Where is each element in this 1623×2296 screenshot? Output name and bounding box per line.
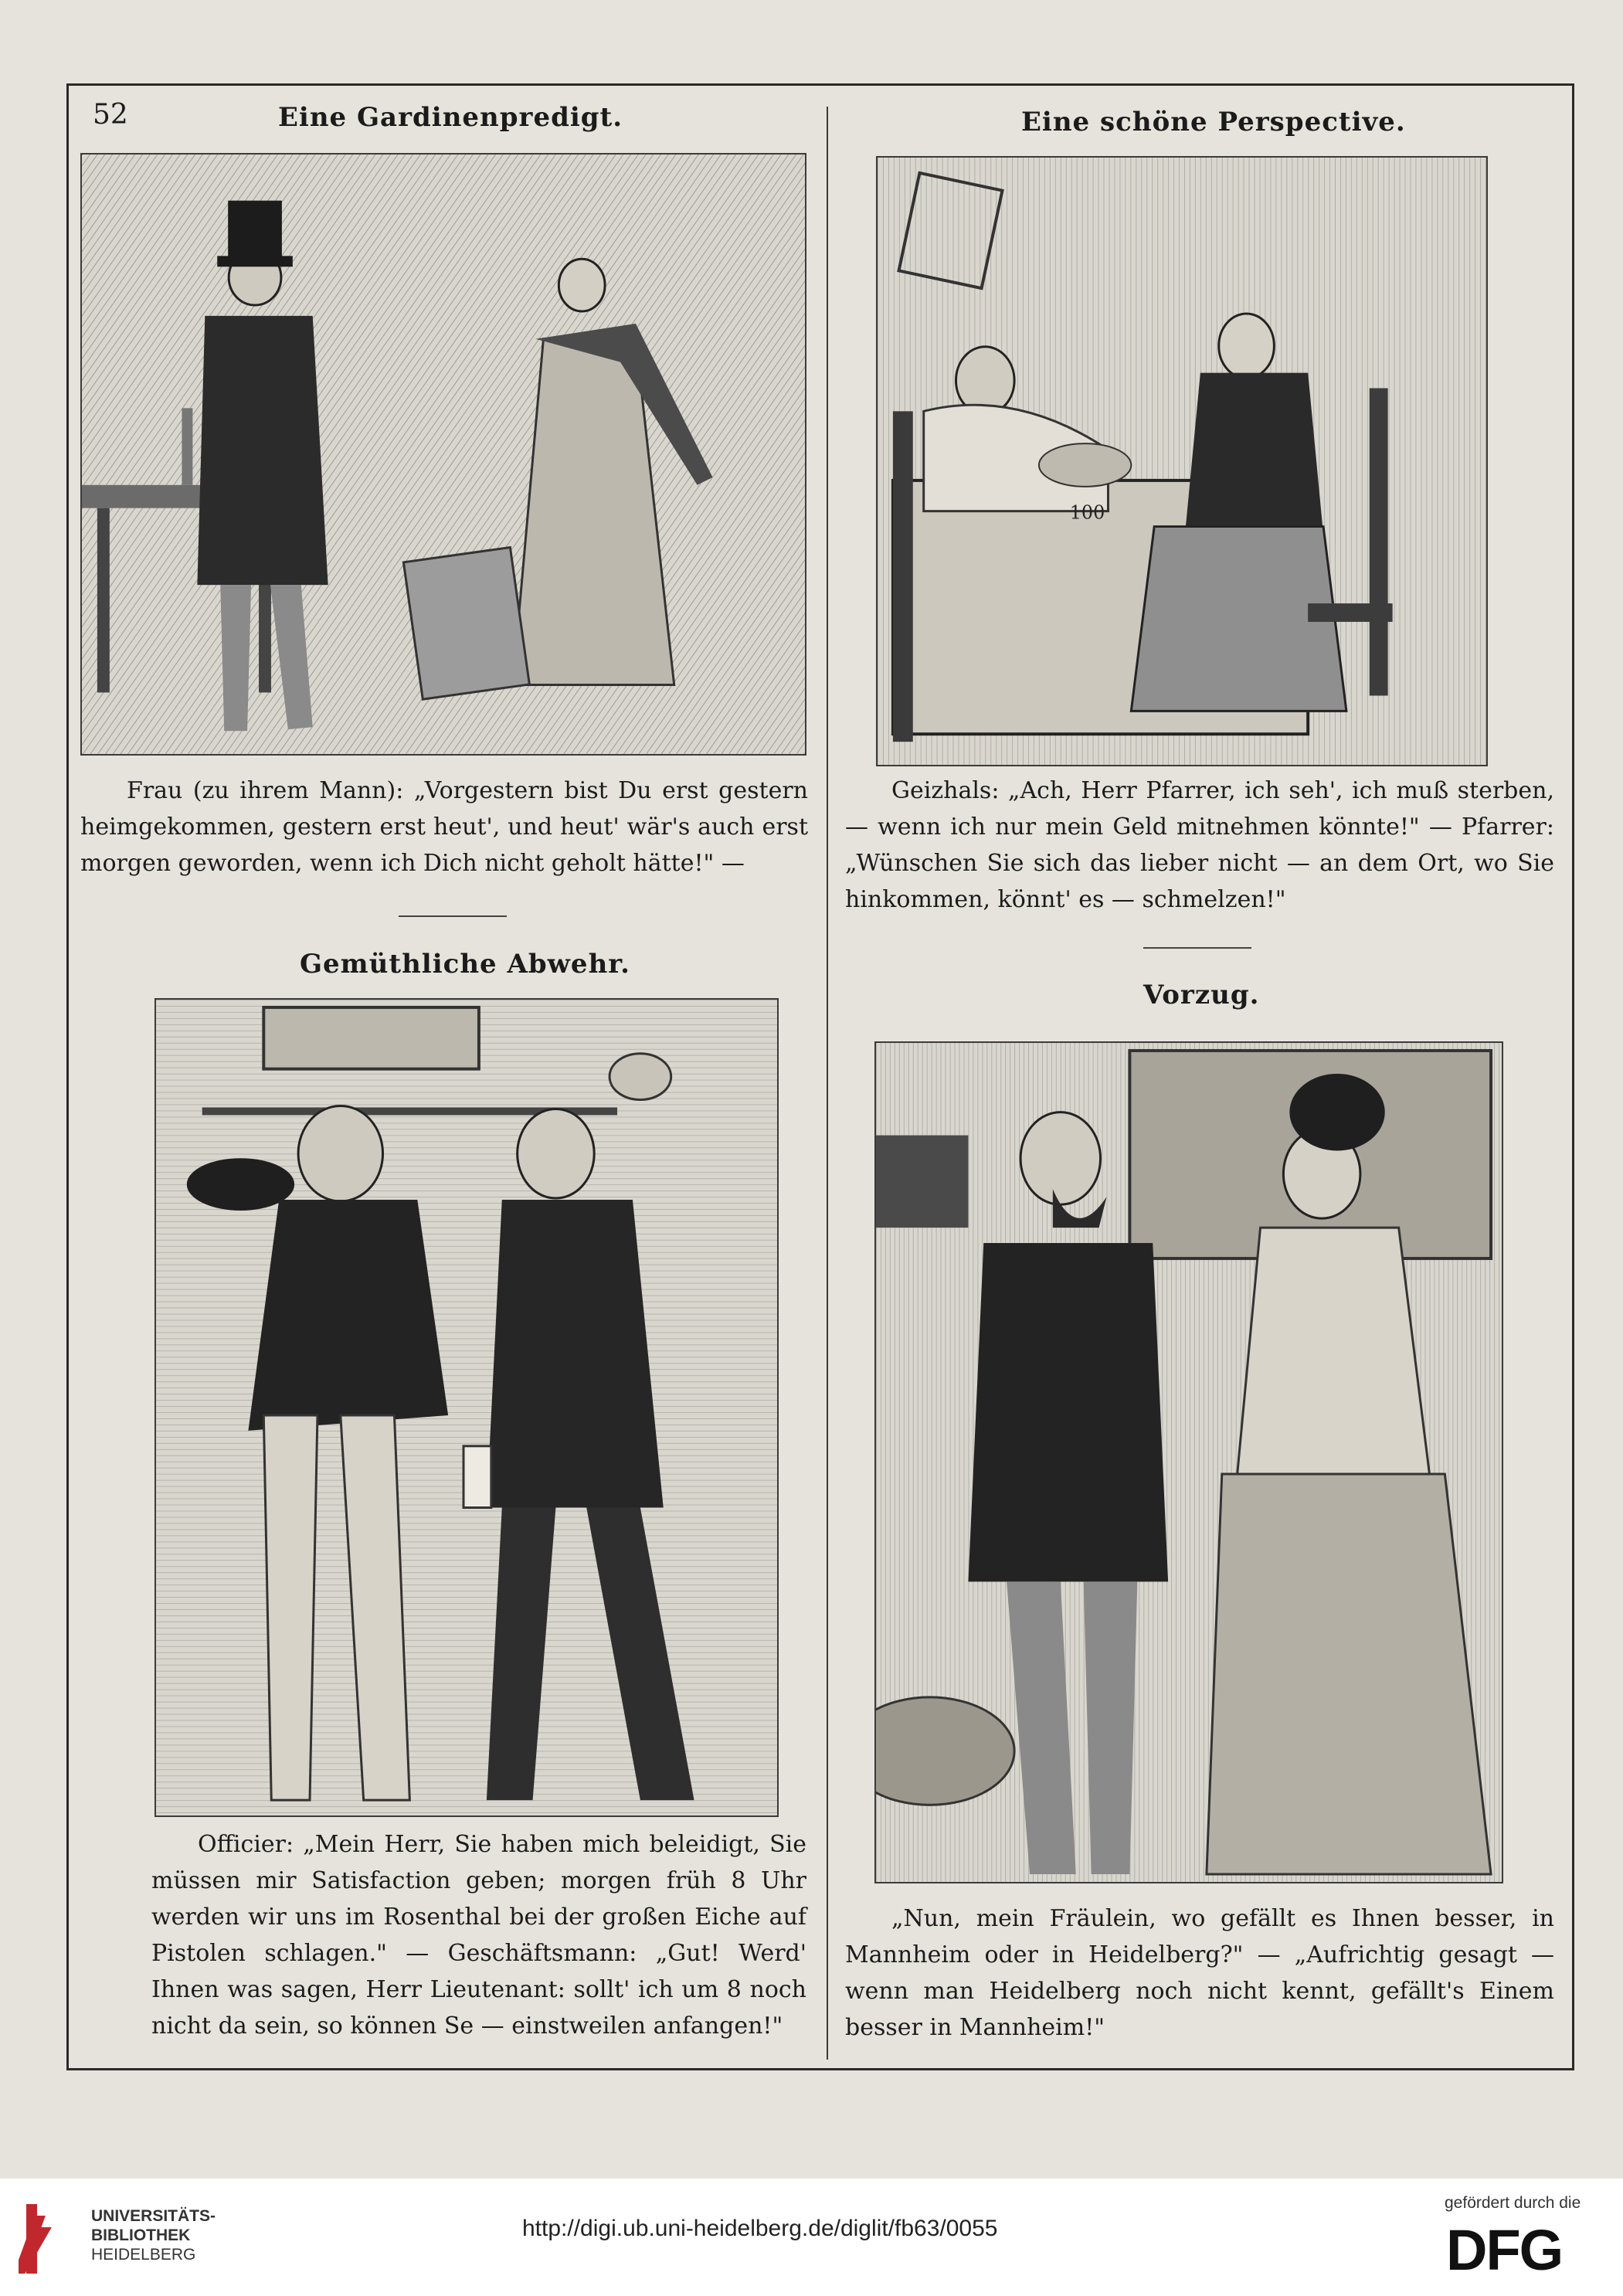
library-name-line3: HEIDELBERG (91, 2246, 196, 2264)
comic-title-gardinenpredigt: Eine Gardinenpredigt. (278, 102, 623, 133)
caption-vorzug (845, 1900, 1554, 2046)
library-name-line1: UNIVERSITÄTS- (91, 2207, 216, 2225)
library-logo-icon (19, 2196, 80, 2281)
caption-gardinenpredigt (80, 773, 808, 881)
money-bag-label: 100 (1069, 501, 1105, 524)
caption-abwehr (151, 1826, 806, 2044)
column-divider (827, 107, 828, 2060)
comic-title-vorzug: Vorzug. (1143, 980, 1260, 1010)
source-url-link[interactable]: http://digi.ub.uni-heidelberg.de/diglit/fb63/0055 (522, 2216, 998, 2241)
illustration-perspective (876, 156, 1488, 766)
caption-text: Frau (zu ihrem Mann): „Vorgestern bist Du erst gestern heimgekommen, gestern erst heut', und heut' wär's auch erst morgen geworden, wenn ich Dich nicht geholt hätte!" — (80, 777, 808, 877)
caption-text: Geizhals: „Ach, Herr Pfarrer, ich seh', ich muß sterben, — wenn ich nur mein Geld mitnehmen könnte!" — Pfarrer: „Wünschen Sie sich das lieber nicht — an dem Ort, wo Sie hinkommen, könnt' es — schmelzen!" (845, 777, 1554, 913)
dfg-logo: DFG (1446, 2218, 1563, 2282)
illustration-vorzug (874, 1041, 1503, 1883)
library-name-line2: BIBLIOTHEK (91, 2226, 191, 2244)
comic-title-abwehr: Gemüthliche Abwehr. (300, 949, 630, 980)
funded-by-label: gefördert durch die (1445, 2194, 1581, 2212)
separator-rule (399, 915, 507, 917)
separator-rule (1143, 947, 1251, 949)
caption-perspective (845, 773, 1554, 918)
illustration-gardinenpredigt (80, 153, 806, 756)
illustration-abwehr (154, 998, 779, 1817)
caption-text: Officier: „Mein Herr, Sie haben mich beleidigt, Sie müssen mir Satisfaction geben; morgen früh 8 Uhr werden wir uns im Rosenthal bei der großen Eiche auf Pistolen schlagen." — Geschäftsmann: „Gut! Werd' Ihnen was sagen, Herr Lieutenant: sollt' ich um 8 noch nicht da sein, so können Se — einstweilen anfangen!" (151, 1831, 806, 2040)
library-name (91, 2206, 216, 2264)
caption-text: „Nun, mein Fräulein, wo gefällt es Ihnen besser, in Mannheim oder in Heidelberg?" — „Aufrichtig gesagt — wenn man Heidelberg noch nicht kennt, gefällt's Einem besser in Mannheim!" (845, 1905, 1554, 2041)
page-number: 52 (93, 99, 128, 131)
comic-title-perspective: Eine schöne Perspective. (1021, 107, 1406, 138)
